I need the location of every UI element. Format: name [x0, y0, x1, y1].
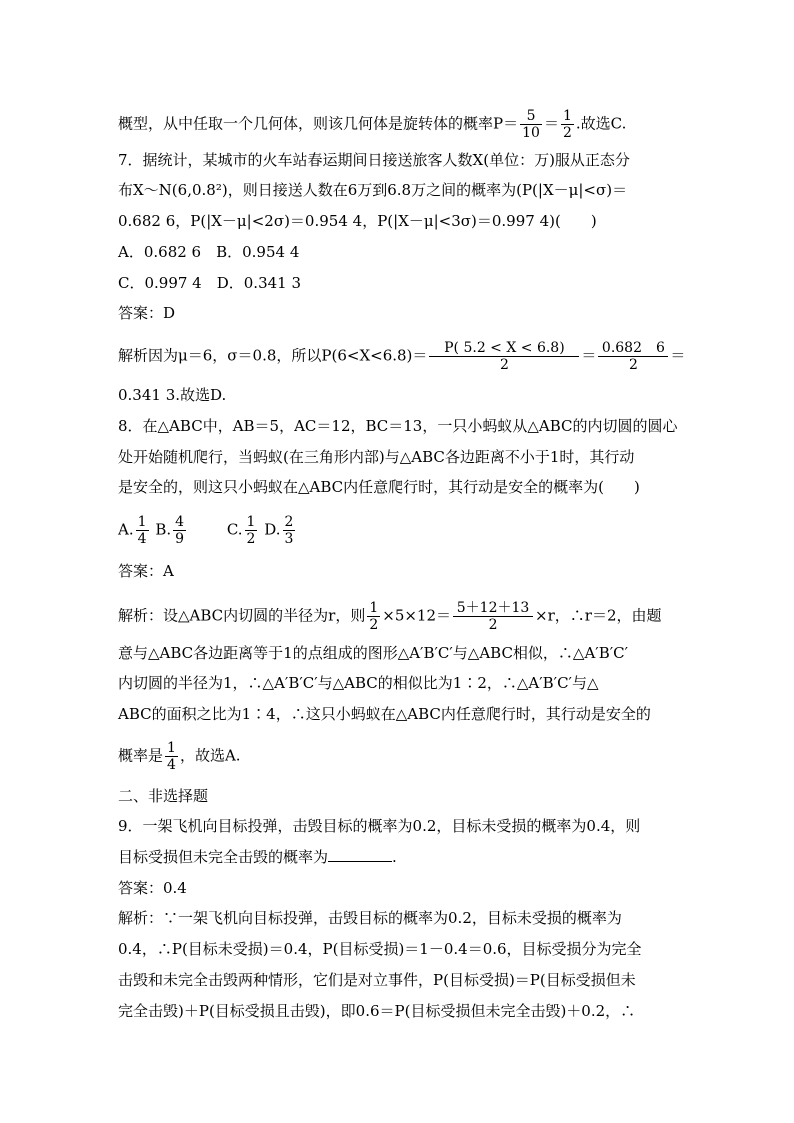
text-line: 完全击毁)＋P(目标受损且击毁)，即0.6＝P(目标受损但未完全击毁)＋0.2，∴ [118, 1002, 636, 1020]
question-8: 8．在△ABC中，AB＝5，AC＝12，BC＝13，一只小蚂蚁从△ABC的内切圆的圆心 [118, 417, 678, 435]
fraction: $\frac{2}{3}$ [284, 514, 294, 547]
question-9: 9．一架飞机向目标投弹，击毁目标的概率为0.2，目标未受损的概率为0.4，则 [118, 817, 641, 835]
answer-line: 答案：D [118, 304, 176, 322]
fraction: $\frac{4}{9}$ [175, 514, 185, 547]
text-line: 击毁和未完全击毁两种情形，它们是对立事件，P(目标受损)＝P(目标受损但未 [118, 971, 636, 989]
answer-blank [328, 847, 392, 862]
answer-line: 答案：A [118, 562, 174, 580]
fraction: $\frac{P( 5.2 < X < 6.8)}{2}$ [429, 340, 579, 373]
text-line: 0.4，∴P(目标未受损)＝0.4，P(目标受损)＝1－0.4＝0.6，目标受损分为完全 [118, 940, 642, 958]
fraction: $\frac{1}{2}$ [369, 600, 379, 633]
question-7: 7．据统计，某城市的火车站春运期间日接送旅客人数X(单位：万)服从正态分 [118, 151, 630, 169]
text-line: 布X～N(6,0.8²)，则日接送人数在6万到6.8万之间的概率为(P(|X－μ|<σ)＝ [118, 181, 628, 199]
analysis-line: 解析：设△ABC内切圆的半径为r，则 $\frac{1}{2}$ ×5×12＝ $\frac{5+12+13}{2}$ ×r，∴r＝2，由题 [118, 600, 662, 633]
options-line: A. $\frac{1}{4}$ B. $\frac{4}{9}$ C. $\frac{1}{2}$ D. $\frac{2}{3}$ [118, 514, 294, 547]
fraction: $\frac{1}{2}$ [562, 108, 572, 141]
text-line: ABC的面积之比为1∶4，∴这只小蚂蚁在△ABC内任意爬行时，其行动是安全的 [118, 705, 651, 723]
option-line: C．0.997 4 D．0.341 3 [118, 274, 302, 292]
text-line: 0.682 6，P(|X－μ|<2σ)＝0.954 4，P(|X－μ|<3σ)＝0.997 4)( ) [118, 212, 597, 230]
fraction: $\frac{0.682 6}{2}$ [598, 340, 668, 373]
fraction: $\frac{5}{10}$ [522, 108, 540, 141]
text-line: 内切圆的半径为1，∴△A′B′C′与△ABC的相似比为1∶2，∴△A′B′C′与△ [118, 674, 599, 692]
fraction: $\frac{1}{4}$ [167, 740, 176, 773]
option-line: A．0.682 6 B．0.954 4 [118, 243, 300, 261]
answer-line: 答案：0.4 [118, 879, 187, 897]
analysis-line: 解析因为μ＝6，σ＝0.8，所以P(6<X<6.8)＝ $\frac{P( 5.2 < X < 6.8)}{2}$ ＝ $\frac{0.682 6}{2}$ ＝ [118, 340, 686, 373]
text-line: 0.341 3.故选D. [118, 386, 227, 404]
text-line: 概型，从中任取一个几何体，则该几何体是旋转体的概率P＝ $\frac{5}{10}$ ＝ $\frac{1}{2}$ .故选C. [118, 108, 627, 141]
text-line: 处开始随机爬行，当蚂蚁(在三角形内部)与△ABC各边距离不小于1时，其行动 [118, 448, 635, 466]
text-line: 意与△ABC各边距离等于1的点组成的图形△A′B′C′与△ABC相似，∴△A′B′C′ [118, 644, 629, 662]
fraction: $\frac{1}{4}$ [137, 514, 147, 547]
text: 概型，从中任取一个几何体，则该几何体是旋转体的概率P＝ [118, 114, 519, 133]
fraction: $\frac{1}{2}$ [246, 514, 256, 547]
fraction: $\frac{5+12+13}{2}$ [453, 600, 533, 633]
section-heading: 二、非选择题 [118, 787, 209, 805]
text-line: 目标受损但未完全击毁的概率为 . [118, 848, 397, 866]
text-line: 是安全的，则这只小蚂蚁在△ABC内任意爬行时，其行动是安全的概率为( ) [118, 478, 640, 496]
text-line: 概率是 $\frac{1}{4}$ ，故选A. [118, 740, 241, 773]
analysis-line: 解析：∵一架飞机向目标投弹，击毁目标的概率为0.2，目标未受损的概率为 [118, 909, 622, 927]
